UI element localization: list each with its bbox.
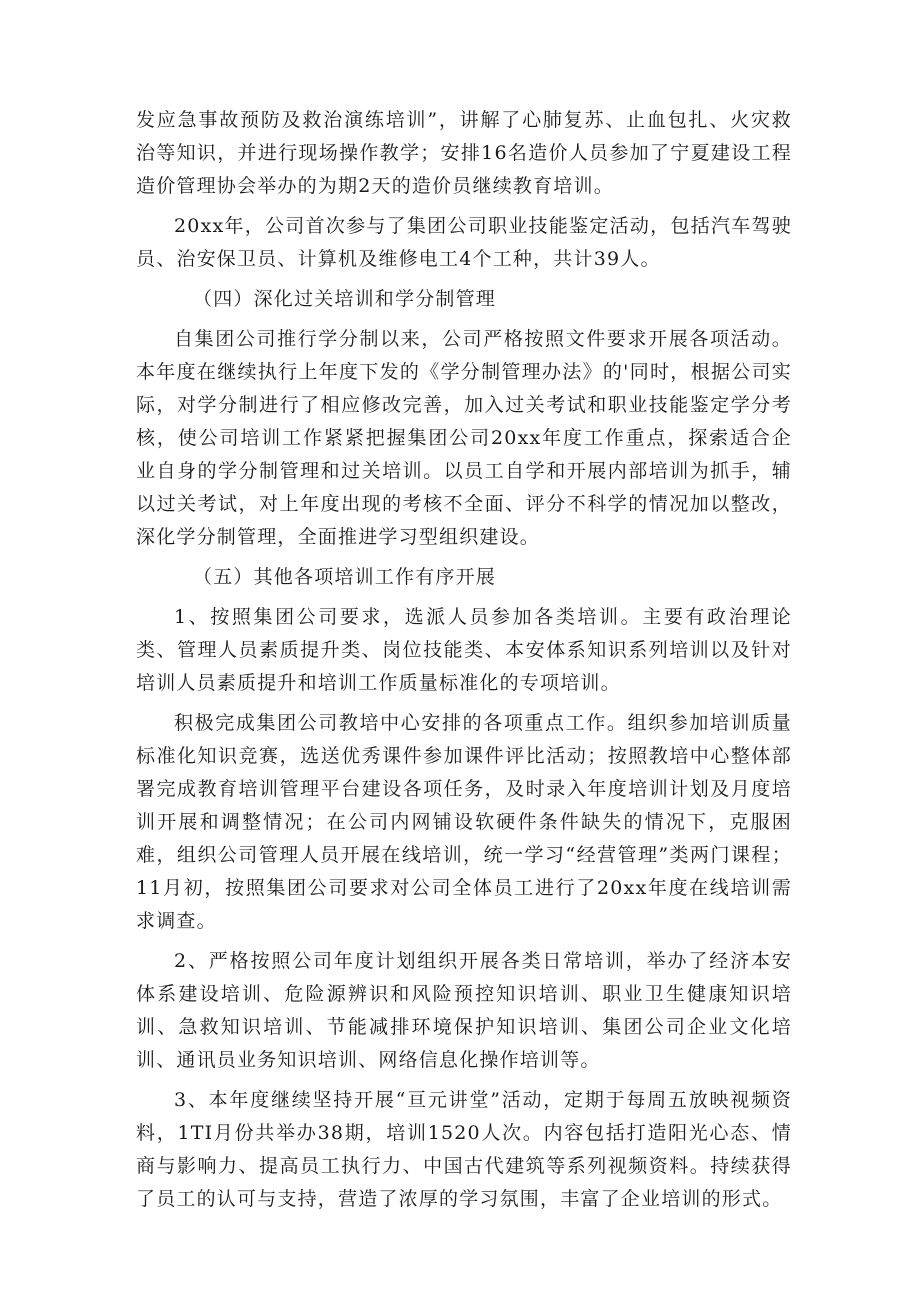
paragraph-key-tasks: 积极完成集团公司教培中心安排的各项重点工作。组织参加培训质量标准化知识竞赛，选送优秀课件参加课件评比活动；按照教培中心整体部署完成教育培训管理平台建设各项任务，及时录入年度培训计划及月度培训开展和调整情况；在公司内网铺设软硬件条件缺失的情况下，克服困难，组织公司管理人员开展在线培训，统一学习“经营管理”类两门课程；11月初，按照集团公司要求对公司全体员工进行了20xx年度在线培训需求调查。 — [136, 712, 792, 932]
document-body — [136, 104, 792, 1216]
paragraph-item-3: 3、本年度继续坚持开展“亘元讲堂”活动，定期于每周五放映视频资料，1TI月份共举办38期，培训1520人次。内容包括打造阳光心态、情商与影响力、提高员工执行力、中国古代建筑等系列视频资料。持续获得了员工的认可与支持，营造了浓厚的学习氛围，丰富了企业培训的形式。 — [136, 1089, 792, 1210]
section-heading-credit-system: （四）深化过关培训和学分制管理 — [193, 288, 497, 310]
paragraph-item-2: 2、严格按照公司年度计划组织开展各类日常培训，举办了经济本安体系建设培训、危险源辨识和风险预控知识培训、职业卫生健康知识培训、急救知识培训、节能减排环境保护知识培训、集团公司企业文化培训、通讯员业务知识培训、网络信息化操作培训等。 — [136, 950, 792, 1071]
paragraph-item-1: 1、按照集团公司要求，选派人员参加各类培训。主要有政治理论类、管理人员素质提升类、岗位技能类、本安体系知识系列培训以及针对培训人员素质提升和培训工作质量标准化的专项培训。 — [136, 606, 792, 694]
paragraph-skill-appraisal: 20xx年，公司首次参与了集团公司职业技能鉴定活动，包括汽车驾驶员、治安保卫员、计算机及维修电工4个工种，共计39人。 — [136, 215, 792, 270]
paragraph-continuation: 发应急事故预防及救治演练培训”，讲解了心肺复苏、止血包扎、火灾救治等知识，并进行现场操作教学；安排16名造价人员参加了宁夏建设工程造价管理协会举办的为期2天的造价员继续教育培训。 — [136, 109, 792, 197]
paragraph-credit-system: 自集团公司推行学分制以来，公司严格按照文件要求开展各项活动。本年度在继续执行上年度下发的《学分制管理办法》的'同时，根据公司实际，对学分制进行了相应修改完善，加入过关考试和职业技能鉴定学分考核，使公司培训工作紧紧把握集团公司20xx年度工作重点，探索适合企业自身的学分制管理和过关培训。以员工自学和开展内部培训为抓手，辅以过关考试，对上年度出现的考核不全面、评分不科学的情况加以整改，深化学分制管理，全面推进学习型组织建设。 — [136, 328, 792, 548]
section-heading-other-training: （五）其他各项培训工作有序开展 — [193, 566, 497, 588]
